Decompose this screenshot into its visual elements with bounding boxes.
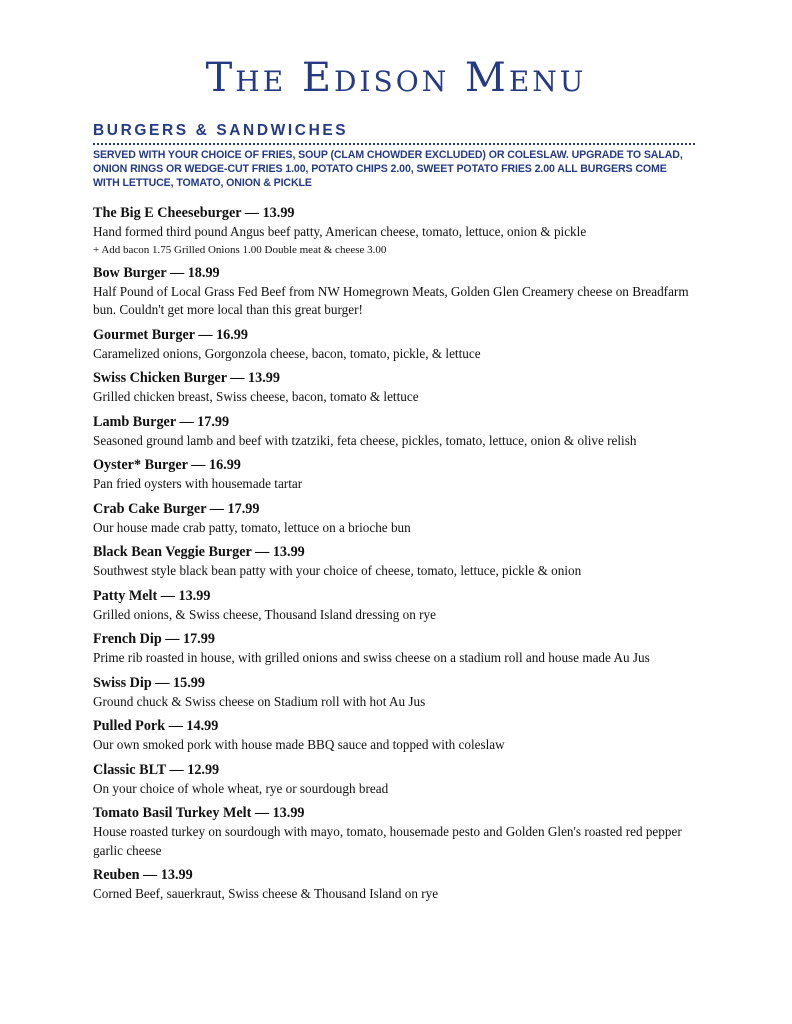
menu-item — [93, 866, 695, 904]
item-description: Grilled chicken breast, Swiss cheese, bacon, tomato & lettuce — [93, 389, 419, 404]
item-title: Black Bean Veggie Burger — 13.99 — [93, 544, 305, 560]
section-heading: BURGERS & SANDWICHES — [93, 121, 695, 145]
item-description: House roasted turkey on sourdough with mayo, tomato, housemade pesto and Golden Glen's roasted red pepper garlic cheese — [93, 824, 682, 858]
item-description: Our own smoked pork with house made BBQ sauce and topped with coleslaw — [93, 737, 505, 752]
item-description: Grilled onions, & Swiss cheese, Thousand Island dressing on rye — [93, 606, 436, 622]
item-title: Gourmet Burger — 16.99 — [93, 326, 248, 343]
item-description: Ground chuck & Swiss cheese on Stadium roll with hot Au Jus — [93, 693, 426, 709]
menu-item — [93, 413, 695, 451]
item-description: Caramelized onions, Gorgonzola cheese, bacon, tomato, pickle, & lettuce — [93, 345, 481, 361]
menu-item — [93, 630, 695, 668]
item-title: Tomato Basil Turkey Melt — 13.99 — [93, 805, 305, 821]
menu-item — [93, 761, 695, 799]
item-description: Pan fried oysters with housemade tartar — [93, 476, 303, 491]
menu-title: The Edison Menu — [205, 55, 587, 101]
item-title: Oyster* Burger — 16.99 — [93, 457, 241, 473]
menu-item — [93, 204, 695, 258]
menu-item — [93, 587, 695, 625]
item-addon: + Add bacon 1.75 Grilled Onions 1.00 Double meat & cheese 3.00 — [93, 243, 387, 256]
section-note: SERVED WITH YOUR CHOICE OF FRIES, SOUP (CLAM CHOWDER EXCLUDED) OR COLESLAW. UPGRADE TO SALAD, ONION RINGS OR WEDGE-CUT FRIES 1.00, POTATO CHIPS 2.00, SWEET POTATO FRIES 2.00 ALL BURGERS COME WITH LETTUCE, TOMATO, ONION & PICKLE — [93, 149, 683, 189]
item-description: On your choice of whole wheat, rye or sourdough bread — [93, 780, 389, 796]
item-title: Patty Melt — 13.99 — [93, 587, 211, 604]
item-title: French Dip — 17.99 — [93, 631, 215, 647]
menu-item — [93, 264, 695, 320]
menu-items — [93, 204, 695, 904]
item-title: Lamb Burger — 17.99 — [93, 413, 230, 430]
menu-item — [93, 717, 695, 755]
item-title: Crab Cake Burger — 17.99 — [93, 500, 260, 517]
item-title: Reuben — 13.99 — [93, 867, 193, 883]
menu-item — [93, 543, 695, 581]
item-title: Classic BLT — 12.99 — [93, 761, 220, 778]
item-title: Bow Burger — 18.99 — [93, 264, 220, 281]
item-description: Corned Beef, sauerkraut, Swiss cheese & Thousand Island on rye — [93, 886, 439, 901]
item-description: Our house made crab patty, tomato, lettuce on a brioche bun — [93, 519, 411, 535]
item-title: Swiss Dip — 15.99 — [93, 674, 205, 691]
item-description: Hand formed third pound Angus beef patty, American cheese, tomato, lettuce, onion & pickle — [93, 224, 587, 239]
menu-item — [93, 500, 695, 538]
item-title: Swiss Chicken Burger — 13.99 — [93, 370, 280, 386]
burgers-sandwiches-section — [93, 121, 695, 910]
menu-item — [93, 456, 695, 494]
item-description: Half Pound of Local Grass Fed Beef from NW Homegrown Meats, Golden Glen Creamery cheese on Breadfarm bun. Couldn't get more local than this great burger! — [93, 283, 689, 317]
item-title: The Big E Cheeseburger — 13.99 — [93, 205, 295, 221]
menu-item — [93, 674, 695, 712]
item-description: Prime rib roasted in house, with grilled onions and swiss cheese on a stadium roll and house made Au Jus — [93, 650, 650, 665]
menu-item — [93, 369, 695, 407]
item-description: Southwest style black bean patty with your choice of cheese, tomato, lettuce, pickle & onion — [93, 563, 582, 578]
menu-item — [93, 804, 695, 860]
item-title: Pulled Pork — 14.99 — [93, 718, 219, 734]
menu-item — [93, 326, 695, 364]
item-description: Seasoned ground lamb and beef with tzatziki, feta cheese, pickles, tomato, lettuce, onion & olive relish — [93, 432, 637, 448]
